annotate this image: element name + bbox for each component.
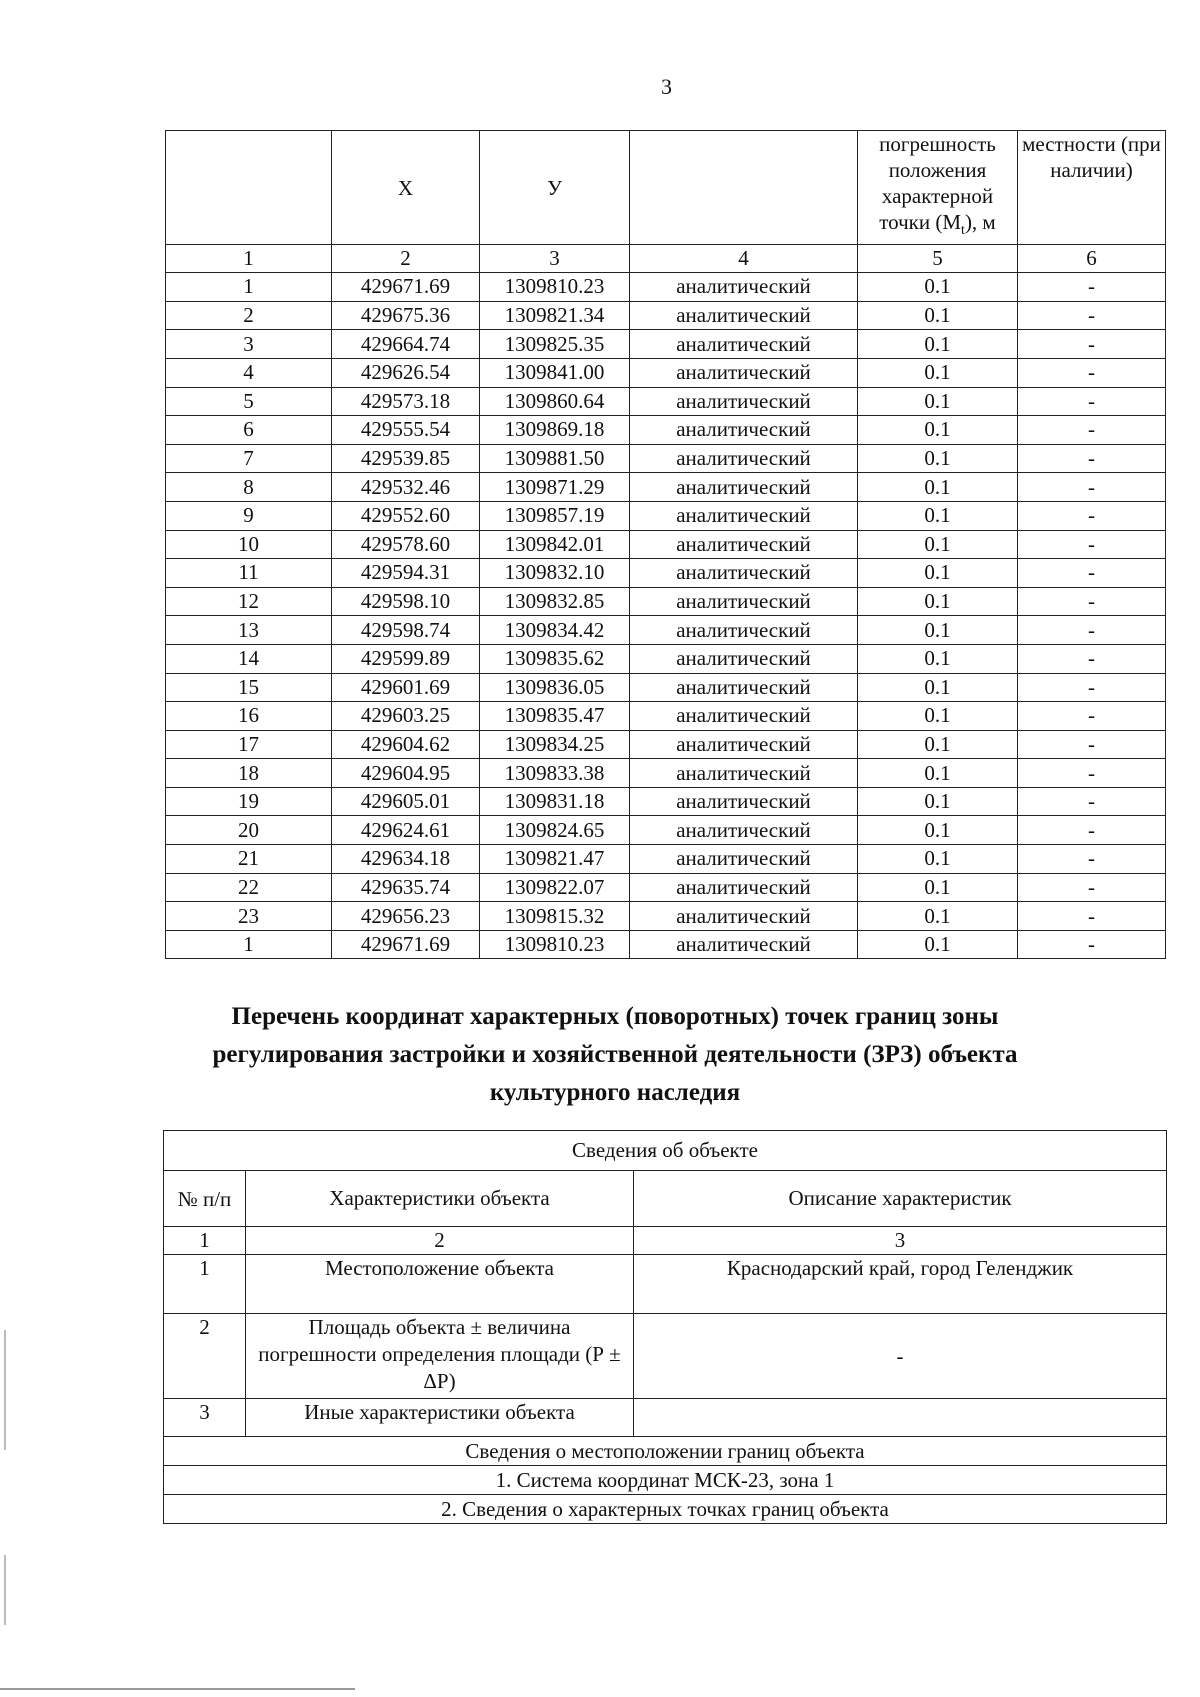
coord-y: 1309810.23 (480, 930, 630, 959)
method: аналитический (630, 930, 858, 959)
point-number: 23 (166, 902, 332, 931)
column-number: 3 (634, 1227, 1167, 1255)
header-x: Х (332, 131, 480, 245)
coord-y: 1309835.47 (480, 702, 630, 731)
coord-y: 1309834.42 (480, 616, 630, 645)
description: - (1018, 387, 1166, 416)
description: - (1018, 873, 1166, 902)
coord-x: 429594.31 (332, 559, 480, 588)
coord-y: 1309869.18 (480, 416, 630, 445)
info-row-characteristic: Площадь объекта ± величина погрешности определения площади (Р ± ΔР) (246, 1314, 634, 1399)
coord-y: 1309822.07 (480, 873, 630, 902)
description: - (1018, 816, 1166, 845)
table-row (166, 845, 1166, 874)
description: - (1018, 473, 1166, 502)
accuracy: 0.1 (858, 501, 1018, 530)
coord-x: 429601.69 (332, 673, 480, 702)
point-number: 9 (166, 501, 332, 530)
coord-y: 1309824.65 (480, 816, 630, 845)
accuracy: 0.1 (858, 787, 1018, 816)
point-number: 11 (166, 559, 332, 588)
coord-x: 429598.10 (332, 587, 480, 616)
table-row (166, 473, 1166, 502)
column-number: 4 (630, 245, 858, 273)
table-row (166, 873, 1166, 902)
method: аналитический (630, 444, 858, 473)
method: аналитический (630, 501, 858, 530)
coord-y: 1309842.01 (480, 530, 630, 559)
method: аналитический (630, 587, 858, 616)
point-number: 10 (166, 530, 332, 559)
point-number: 18 (166, 759, 332, 788)
accuracy: 0.1 (858, 702, 1018, 731)
coordinates-table-body (166, 273, 1166, 959)
coord-x: 429539.85 (332, 444, 480, 473)
accuracy: 0.1 (858, 816, 1018, 845)
description: - (1018, 416, 1166, 445)
description: - (1018, 644, 1166, 673)
accuracy: 0.1 (858, 330, 1018, 359)
description: - (1018, 616, 1166, 645)
description: - (1018, 301, 1166, 330)
accuracy: 0.1 (858, 845, 1018, 874)
accuracy: 0.1 (858, 473, 1018, 502)
coord-y: 1309841.00 (480, 358, 630, 387)
point-number: 14 (166, 644, 332, 673)
table-row (166, 530, 1166, 559)
accuracy: 0.1 (858, 301, 1018, 330)
coord-x: 429604.62 (332, 730, 480, 759)
table-row (166, 301, 1166, 330)
method: аналитический (630, 559, 858, 588)
column-number: 2 (332, 245, 480, 273)
info-row-description: - (634, 1314, 1167, 1399)
description: - (1018, 673, 1166, 702)
method: аналитический (630, 644, 858, 673)
accuracy: 0.1 (858, 644, 1018, 673)
coord-x: 429671.69 (332, 930, 480, 959)
point-number: 2 (166, 301, 332, 330)
accuracy: 0.1 (858, 873, 1018, 902)
method: аналитический (630, 330, 858, 359)
coordinates-table (165, 130, 1166, 959)
table-row (166, 644, 1166, 673)
column-number: 6 (1018, 245, 1166, 273)
point-number: 22 (166, 873, 332, 902)
info-row-description (634, 1399, 1167, 1437)
column-number: 1 (164, 1227, 246, 1255)
coord-y: 1309834.25 (480, 730, 630, 759)
object-info-title: Сведения об объекте (164, 1131, 1167, 1171)
table-row (166, 273, 1166, 302)
table-row (166, 501, 1166, 530)
coord-y: 1309831.18 (480, 787, 630, 816)
info-row-characteristic: Иные характеристики объекта (246, 1399, 634, 1437)
table-row (166, 358, 1166, 387)
point-number: 12 (166, 587, 332, 616)
method: аналитический (630, 787, 858, 816)
accuracy: 0.1 (858, 902, 1018, 931)
coord-x: 429598.74 (332, 616, 480, 645)
info-row-description: Краснодарский край, город Геленджик (634, 1255, 1167, 1314)
accuracy: 0.1 (858, 616, 1018, 645)
table-row (166, 559, 1166, 588)
point-number: 16 (166, 702, 332, 731)
table-row (166, 330, 1166, 359)
point-number: 19 (166, 787, 332, 816)
coord-x: 429671.69 (332, 273, 480, 302)
column-number: 1 (166, 245, 332, 273)
point-number: 8 (166, 473, 332, 502)
method: аналитический (630, 616, 858, 645)
method: аналитический (630, 301, 858, 330)
coord-x: 429552.60 (332, 501, 480, 530)
coord-x: 429635.74 (332, 873, 480, 902)
column-header-no: № п/п (164, 1171, 246, 1227)
description: - (1018, 273, 1166, 302)
coord-x: 429532.46 (332, 473, 480, 502)
accuracy: 0.1 (858, 530, 1018, 559)
point-number: 20 (166, 816, 332, 845)
header-y: У (480, 131, 630, 245)
method: аналитический (630, 873, 858, 902)
info-row-number: 2 (164, 1314, 246, 1399)
object-info-table (163, 1130, 1167, 1524)
coord-x: 429605.01 (332, 787, 480, 816)
point-number: 3 (166, 330, 332, 359)
method: аналитический (630, 673, 858, 702)
coord-x: 429599.89 (332, 644, 480, 673)
point-number: 13 (166, 616, 332, 645)
table-row (166, 444, 1166, 473)
accuracy: 0.1 (858, 587, 1018, 616)
coord-x: 429578.60 (332, 530, 480, 559)
coord-y: 1309815.32 (480, 902, 630, 931)
description: - (1018, 530, 1166, 559)
coord-y: 1309836.05 (480, 673, 630, 702)
coord-y: 1309881.50 (480, 444, 630, 473)
table-row (166, 673, 1166, 702)
point-number: 1 (166, 273, 332, 302)
accuracy: 0.1 (858, 673, 1018, 702)
method: аналитический (630, 816, 858, 845)
table-row (166, 816, 1166, 845)
method: аналитический (630, 845, 858, 874)
header-point-number (166, 131, 332, 245)
scan-edge-mark (4, 1330, 6, 1450)
accuracy: 0.1 (858, 273, 1018, 302)
accuracy: 0.1 (858, 559, 1018, 588)
accuracy: 0.1 (858, 387, 1018, 416)
info-row-number: 1 (164, 1255, 246, 1314)
coord-y: 1309825.35 (480, 330, 630, 359)
table-row (166, 416, 1166, 445)
accuracy: 0.1 (858, 759, 1018, 788)
point-number: 17 (166, 730, 332, 759)
method: аналитический (630, 358, 858, 387)
info-row-characteristic: Местоположение объекта (246, 1255, 634, 1314)
method: аналитический (630, 902, 858, 931)
column-header-description: Описание характеристик (634, 1171, 1167, 1227)
point-number: 4 (166, 358, 332, 387)
coord-y: 1309857.19 (480, 501, 630, 530)
coord-x: 429675.36 (332, 301, 480, 330)
description: - (1018, 559, 1166, 588)
description: - (1018, 930, 1166, 959)
description: - (1018, 330, 1166, 359)
description: - (1018, 787, 1166, 816)
method: аналитический (630, 473, 858, 502)
info-row-number: 3 (164, 1399, 246, 1437)
coord-y: 1309833.38 (480, 759, 630, 788)
coord-x: 429603.25 (332, 702, 480, 731)
header-method (630, 131, 858, 245)
table-row (166, 702, 1166, 731)
method: аналитический (630, 702, 858, 731)
description: - (1018, 501, 1166, 530)
method: аналитический (630, 730, 858, 759)
column-number: 3 (480, 245, 630, 273)
column-numbers-row (166, 245, 1166, 273)
description: - (1018, 730, 1166, 759)
point-number: 6 (166, 416, 332, 445)
coord-y: 1309871.29 (480, 473, 630, 502)
coord-y: 1309821.34 (480, 301, 630, 330)
accuracy: 0.1 (858, 930, 1018, 959)
table-row (166, 930, 1166, 959)
location-title: Сведения о местоположении границ объекта (164, 1437, 1167, 1466)
coord-x: 429664.74 (332, 330, 480, 359)
accuracy: 0.1 (858, 358, 1018, 387)
description: - (1018, 845, 1166, 874)
point-number: 7 (166, 444, 332, 473)
point-number: 5 (166, 387, 332, 416)
coord-y: 1309860.64 (480, 387, 630, 416)
description: - (1018, 702, 1166, 731)
method: аналитический (630, 416, 858, 445)
description: - (1018, 444, 1166, 473)
point-number: 15 (166, 673, 332, 702)
coord-y: 1309835.62 (480, 644, 630, 673)
point-number: 21 (166, 845, 332, 874)
table-row (166, 730, 1166, 759)
column-number: 2 (246, 1227, 634, 1255)
column-header-characteristics: Характеристики объекта (246, 1171, 634, 1227)
coord-y: 1309821.47 (480, 845, 630, 874)
coord-y: 1309810.23 (480, 273, 630, 302)
table-row (166, 587, 1166, 616)
table-row (166, 387, 1166, 416)
coordinate-system: 1. Система координат МСК-23, зона 1 (164, 1466, 1167, 1495)
coord-y: 1309832.10 (480, 559, 630, 588)
points-info: 2. Сведения о характерных точках границ объекта (164, 1495, 1167, 1524)
method: аналитический (630, 273, 858, 302)
coord-x: 429573.18 (332, 387, 480, 416)
header-accuracy: погрешность положения характерной точки $(M_t)$, м (858, 131, 1018, 245)
description: - (1018, 902, 1166, 931)
description: - (1018, 587, 1166, 616)
header-terrain: местности (при наличии) (1018, 131, 1166, 245)
coord-x: 429604.95 (332, 759, 480, 788)
method: аналитический (630, 387, 858, 416)
coord-x: 429656.23 (332, 902, 480, 931)
table-row (166, 902, 1166, 931)
coord-x: 429626.54 (332, 358, 480, 387)
table-row (166, 759, 1166, 788)
point-number: 1 (166, 930, 332, 959)
method: аналитический (630, 530, 858, 559)
accuracy: 0.1 (858, 416, 1018, 445)
scan-bottom-line (0, 1688, 355, 1690)
description: - (1018, 759, 1166, 788)
table-row (166, 616, 1166, 645)
coord-y: 1309832.85 (480, 587, 630, 616)
accuracy: 0.1 (858, 730, 1018, 759)
coord-x: 429555.54 (332, 416, 480, 445)
scan-edge-mark (4, 1555, 6, 1625)
column-number: 5 (858, 245, 1018, 273)
description: - (1018, 358, 1166, 387)
coord-x: 429634.18 (332, 845, 480, 874)
coord-x: 429624.61 (332, 816, 480, 845)
method: аналитический (630, 759, 858, 788)
table-row (166, 787, 1166, 816)
accuracy: 0.1 (858, 444, 1018, 473)
section-heading: Перечень координат характерных (поворотных) точек границ зоны регулирования застройки и хозяйственной деятельности (ЗРЗ) объекта культурного наследия (212, 1003, 1018, 1106)
